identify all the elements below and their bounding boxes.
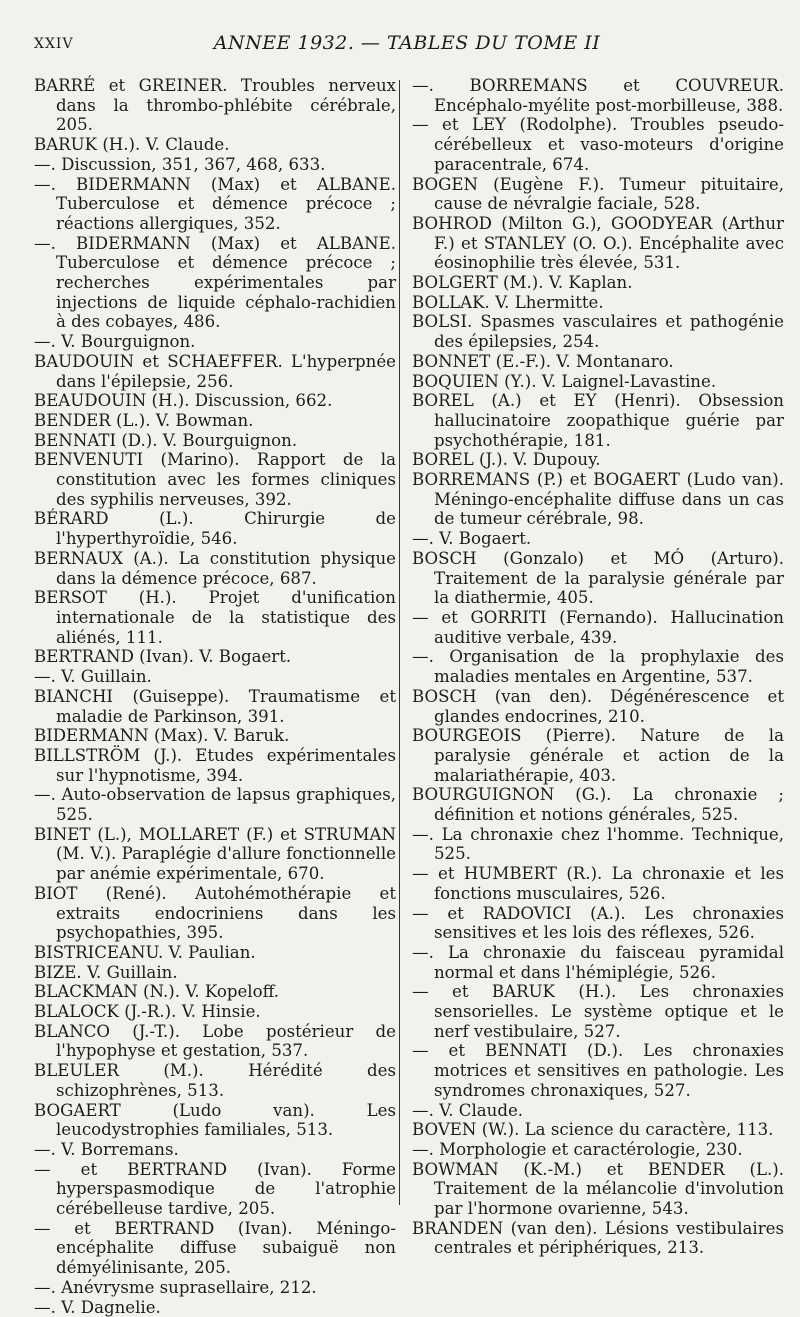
index-entry: — et BERTRAND (Ivan). Forme hyperspasmodique de l'atrophie cérébelleuse tardive, 205. [34,1159,396,1219]
index-entry: BENDER (L.). V. Bowman. [34,410,254,430]
index-entry: — et RADOVICI (A.). Les chronaxies sensitives et les lois des réflexes, 526. [412,903,784,943]
index-entry: BISTRICEANU. V. Paulian. [34,942,256,962]
left-column [34,76,396,1317]
index-entry: —. BORREMANS et COUVREUR. Encéphalo-myélite post-morbilleuse, 388. [412,76,784,115]
index-entry: BOQUIEN (Y.). V. Laignel-Lavastine. [412,371,717,391]
index-entry: BOLLAK. V. Lhermitte. [412,292,604,312]
index-entry: BERNAUX (A.). La constitution physique dans la démence précoce, 687. [34,548,396,588]
index-entry: BOURGUIGNON (G.). La chronaxie ; définition et notions générales, 525. [412,785,784,825]
index-entry: —. Anévrysme suprasellaire, 212. [34,1277,317,1297]
index-entry: BOLSI. Spasmes vasculaires et pathogénie des épilepsies, 254. [412,312,784,352]
index-entry: BARRÉ et GREINER. Troubles nerveux dans la thrombo-phlébite cérébrale, 205. [34,76,396,135]
index-entry: BEAUDOUIN (H.). Discussion, 662. [34,391,333,411]
index-entry: BOHROD (Milton G.), GOODYEAR (Arthur F.) et STANLEY (O. O.). Encéphalite avec éosinophilie très élevée, 531. [412,213,784,273]
index-entry: BORREMANS (P.) et BOGAERT (Ludo van). Méningo-encéphalite diffuse dans un cas de tumeur cérébrale, 98. [412,470,784,529]
index-entry: BIDERMANN (Max). V. Baruk. [34,726,290,746]
index-entry: —. BIDERMANN (Max) et ALBANE. Tuberculose et démence précoce ; réactions allergiques, 352. [34,174,396,233]
index-entry: BOSCH (van den). Dégénérescence et glandes endocrines, 210. [412,686,784,726]
index-entry: BERTRAND (Ivan). V. Bogaert. [34,647,292,667]
index-entry: BIZE. V. Guillain. [34,962,178,982]
index-entry: BONNET (E.-F.). V. Montanaro. [412,351,674,371]
index-entry: —. BIDERMANN (Max) et ALBANE. Tuberculose et démence précoce ; recherches expérimentales par injections de liquide céphalo-rachidien à des cobayes, 486. [34,233,396,332]
index-entry: BLACKMAN (N.). V. Kopeloff. [34,982,280,1002]
index-entry: BÉRARD (L.). Chirurgie de l'hyperthyroïdie, 546. [34,509,396,549]
index-entry: BOGAERT (Ludo van). Les leucodystrophies familiales, 513. [34,1100,396,1140]
index-entry: — et LEY (Rodolphe). Troubles pseudo-cérébelleux et vaso-moteurs d'origine paracentrale, 674. [412,115,784,174]
index-entry: —. V. Guillain. [34,667,152,687]
index-entry: BILLSTRÖM (J.). Etudes expérimentales sur l'hypnotisme, 394. [34,745,396,785]
index-entry: BERSOT (H.). Projet d'unification internationale de la statistique des aliénés, 111. [34,588,396,647]
index-entry: — et HUMBERT (R.). La chronaxie et les fonctions musculaires, 526. [412,864,784,903]
index-entry: BOREL (A.) et EY (Henri). Obsession hallucinatoire zoopathique guérie par psychothérapie, 181. [412,391,784,450]
index-entry: —. La chronaxie chez l'homme. Technique, 525. [412,824,784,864]
index-entry: BENNATI (D.). V. Bourguignon. [34,430,298,450]
index-entry: BLEULER (M.). Hérédité des schizophrènes, 513. [34,1061,396,1100]
index-entry: —. La chronaxie du faisceau pyramidal normal et dans l'hémiplégie, 526. [412,942,784,982]
index-entry: BOLGERT (M.). V. Kaplan. [412,273,633,293]
index-entry: — et BARUK (H.). Les chronaxies sensorielles. Le système optique et le nerf vestibulaire, 527. [412,982,784,1041]
index-entry: —. V. Borremans. [34,1139,179,1159]
index-entry: —. V. Bogaert. [412,529,532,549]
index-entry: —. Morphologie et caractérologie, 230. [412,1139,743,1159]
index-entry: BIANCHI (Guiseppe). Traumatisme et maladie de Parkinson, 391. [34,686,396,726]
index-entry: BLANCO (J.-T.). Lobe postérieur de l'hypophyse et gestation, 537. [34,1021,396,1061]
index-entry: BOSCH (Gonzalo) et MÓ (Arturo). Traitement de la paralysie générale par la diathermie, 405. [412,548,784,608]
column-divider [399,80,400,1205]
index-entry: — et GORRITI (Fernando). Hallucination auditive verbale, 439. [412,607,784,647]
index-entry: BARUK (H.). V. Claude. [34,135,230,155]
index-entry: —. Discussion, 351, 367, 468, 633. [34,154,326,174]
index-entry: BLALOCK (J.-R.). V. Hinsie. [34,1002,261,1022]
index-entry: BOREL (J.). V. Dupouy. [412,450,601,470]
index-entry: —. Auto-observation de lapsus graphiques, 525. [34,785,396,825]
index-entry: BOVEN (W.). La science du caractère, 113. [412,1120,774,1140]
index-entry: BOWMAN (K.-M.) et BENDER (L.). Traitement de la mélancolie d'involution par l'hormone ovarienne, 543. [412,1159,784,1219]
index-entry: —. Organisation de la prophylaxie des maladies mentales en Argentine, 537. [412,647,784,687]
running-title: ANNEE 1932. — TABLES DU TOME II [213,32,601,54]
index-entry: BRANDEN (van den). Lésions vestibulaires centrales et périphériques, 213. [412,1218,784,1258]
index-entry: — et BENNATI (D.). Les chronaxies motrices et sensitives en pathologie. Les syndromes chronaxiques, 527. [412,1041,784,1100]
right-column [412,76,784,1258]
index-entry: —. V. Dagnelie. [34,1297,161,1317]
index-entry: BOURGEOIS (Pierre). Nature de la paralysie générale et action de la malariathérapie, 403. [412,726,784,785]
index-entry: BINET (L.), MOLLARET (F.) et STRUMAN (M. V.). Paraplégie d'allure fonctionnelle par anémie expérimentale, 670. [34,824,396,884]
index-entry: BOGEN (Eugène F.). Tumeur pituitaire, cause de névralgie faciale, 528. [412,174,784,214]
index-entry: —. V. Claude. [412,1100,524,1120]
page-header [34,32,780,58]
index-entry: — et BERTRAND (Ivan). Méningo-encéphalite diffuse subaiguë non démyélinisante, 205. [34,1218,396,1278]
index-entry: BENVENUTI (Marino). Rapport de la constitution avec les formes cliniques des syphilis nerveuses, 392. [34,450,396,509]
page-number: XXIV [34,36,74,52]
index-entry: —. V. Bourguignon. [34,332,196,352]
index-entry: BIOT (René). Autohémothérapie et extraits endocriniens dans les psychopathies, 395. [34,883,396,943]
index-entry: BAUDOUIN et SCHAEFFER. L'hyperpnée dans l'épilepsie, 256. [34,351,396,391]
